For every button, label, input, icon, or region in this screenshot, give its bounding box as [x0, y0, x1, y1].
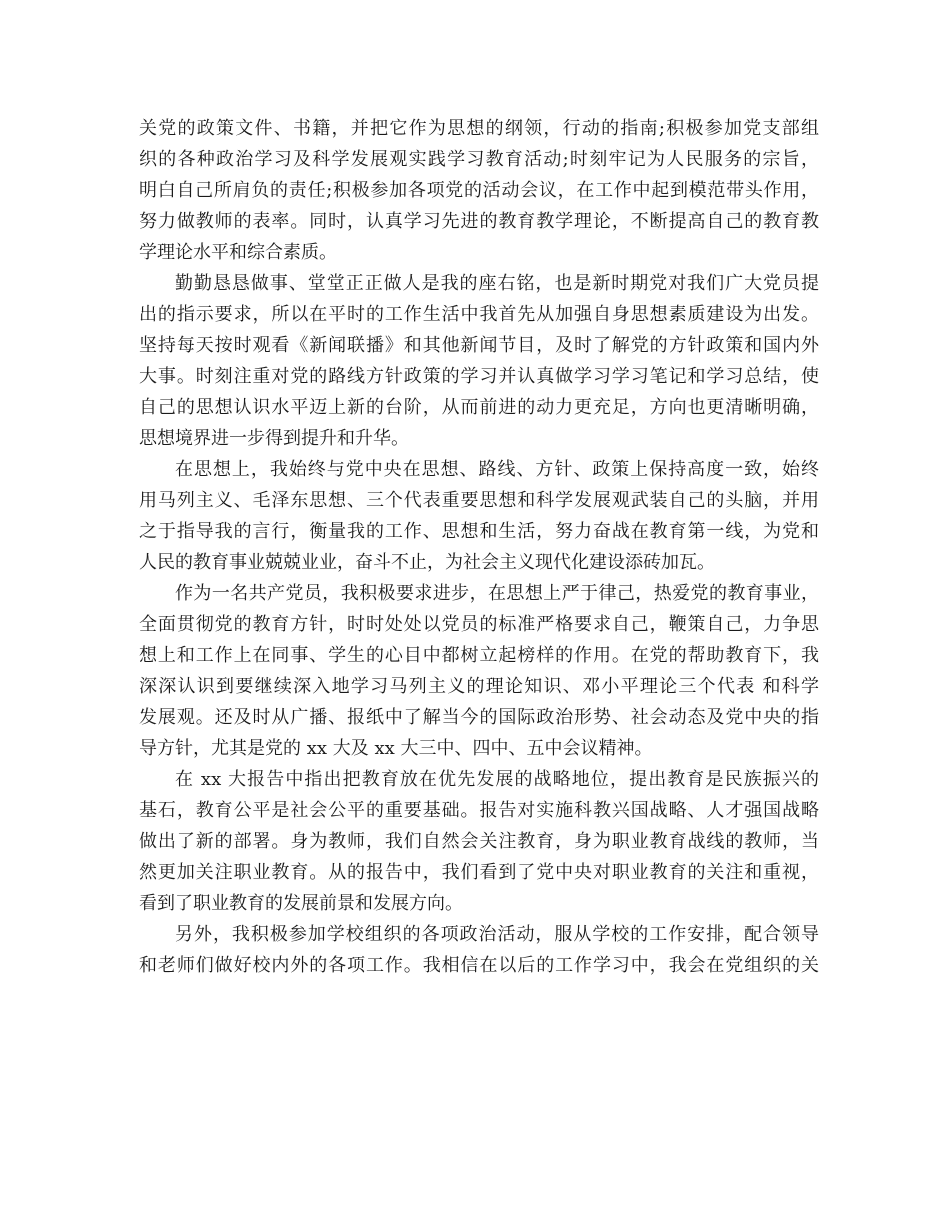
paragraph-line: 想上和工作上在同事、学生的心目中都树立起榜样的作用。在党的帮助教育下，我 — [139, 645, 819, 666]
paragraph-line: 全面贯彻党的教育方针，时时处处以党员的标准严格要求自己，鞭策自己，力争思 — [139, 614, 819, 635]
paragraph-line: 努力做教师的表率。同时，认真学习先进的教育教学理论，不断提高自己的教育教 — [139, 211, 819, 232]
paragraph-line: 在思想上，我始终与党中央在思想、路线、方针、政策上保持高度一致，始终 — [175, 459, 819, 480]
paragraph-6 — [139, 919, 819, 981]
document-body — [139, 113, 819, 981]
paragraph-line: 织的各种政治学习及科学发展观实践学习教育活动;时刻牢记为人民服务的宗旨， — [139, 149, 819, 170]
paragraph-line: 勤勤恳恳做事、堂堂正正做人是我的座右铭，也是新时期党对我们广大党员提 — [175, 273, 819, 294]
paragraph-line: 看到了职业教育的发展前景和发展方向。 — [139, 893, 463, 914]
paragraph-line: 另外，我积极参加学校组织的各项政治活动，服从学校的工作安排，配合领导 — [175, 924, 819, 945]
paragraph-line: 用马列主义、毛泽东思想、三个代表重要思想和科学发展观武装自己的头脑，并用 — [139, 490, 819, 511]
paragraph-line: 然更加关注职业教育。从的报告中，我们看到了党中央对职业教育的关注和重视， — [139, 862, 819, 883]
paragraph-line: 自己的思想认识水平迈上新的台阶，从而前进的动力更充足，方向也更清晰明确， — [139, 397, 819, 418]
paragraph-1 — [139, 113, 819, 268]
paragraph-2 — [139, 268, 819, 454]
paragraph-line: 出的指示要求，所以在平时的工作生活中我首先从加强自身思想素质建设为出发。 — [139, 304, 819, 325]
paragraph-3 — [139, 454, 819, 578]
paragraph-line: 大事。时刻注重对党的路线方针政策的学习并认真做学习学习笔记和学习总结，使 — [139, 366, 819, 387]
paragraph-4 — [139, 578, 819, 764]
paragraph-line: 在 xx 大报告中指出把教育放在优先发展的战略地位，提出教育是民族振兴的 — [175, 769, 819, 790]
paragraph-line: 思想境界进一步得到提升和升华。 — [139, 428, 409, 449]
paragraph-5 — [139, 764, 819, 919]
paragraph-line: 之于指导我的言行，衡量我的工作、思想和生活，努力奋战在教育第一线，为党和 — [139, 521, 819, 542]
paragraph-line: 发展观。还及时从广播、报纸中了解当今的国际政治形势、社会动态及党中央的指 — [139, 707, 819, 728]
paragraph-line: 做出了新的部署。身为教师，我们自然会关注教育，身为职业教育战线的教师，当 — [139, 831, 819, 852]
paragraph-line: 关党的政策文件、书籍，并把它作为思想的纲领，行动的指南;积极参加党支部组 — [139, 118, 819, 139]
paragraph-line: 导方针，尤其是党的 xx 大及 xx 大三中、四中、五中会议精神。 — [139, 738, 653, 759]
paragraph-line: 和老师们做好校内外的各项工作。我相信在以后的工作学习中，我会在党组织的关 — [139, 955, 819, 976]
paragraph-line: 明白自己所肩负的责任;积极参加各项党的活动会议，在工作中起到模范带头作用， — [139, 180, 819, 201]
paragraph-line: 作为一名共产党员，我积极要求进步，在思想上严于律己，热爱党的教育事业， — [175, 583, 819, 604]
paragraph-line: 深深认识到要继续深入地学习马列主义的理论知识、邓小平理论三个代表 和科学 — [139, 676, 819, 697]
paragraph-line: 学理论水平和综合素质。 — [139, 242, 337, 263]
paragraph-line: 坚持每天按时观看《新闻联播》和其他新闻节目，及时了解党的方针政策和国内外 — [139, 335, 819, 356]
paragraph-line: 基石，教育公平是社会公平的重要基础。报告对实施科教兴国战略、人才强国战略 — [139, 800, 819, 821]
paragraph-line: 人民的教育事业兢兢业业，奋斗不止，为社会主义现代化建设添砖加瓦。 — [139, 552, 715, 573]
